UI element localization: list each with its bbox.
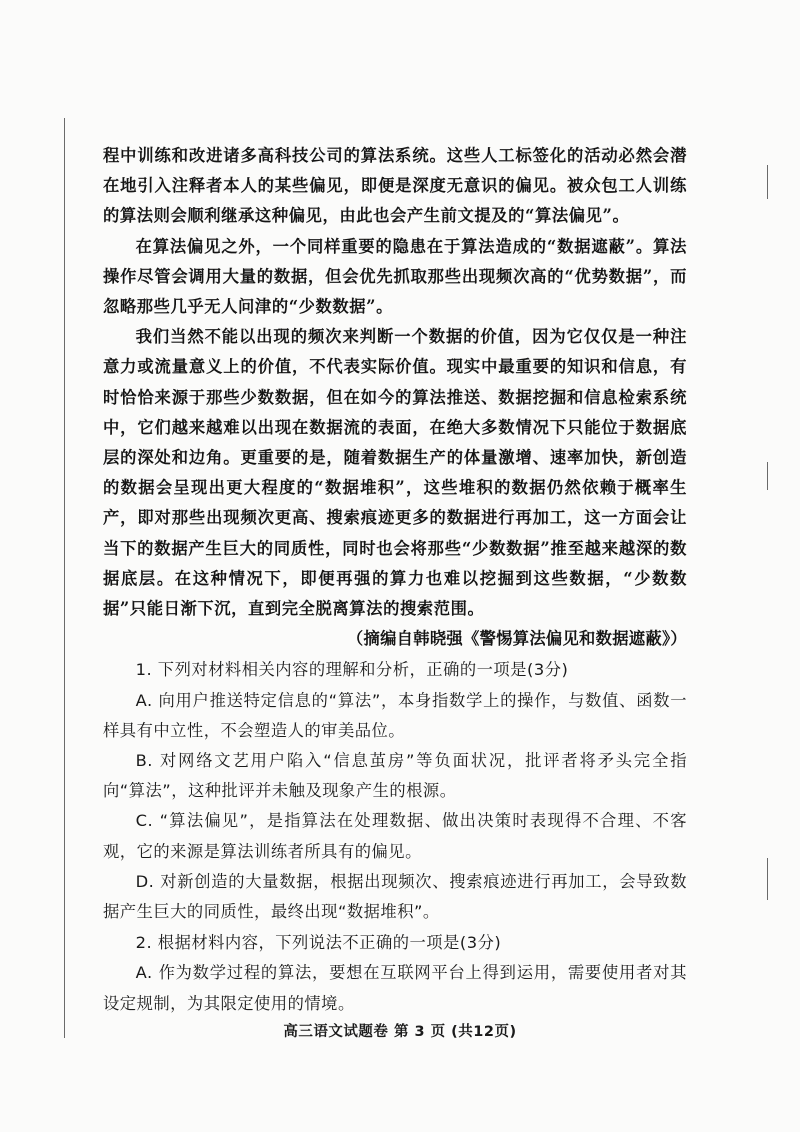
- page-footer: 高三语文试题卷 第 3 页 (共12页): [283, 1024, 517, 1040]
- passage-paragraph-1: 程中训练和改进诸多高科技公司的算法系统。这些人工标签化的活动必然会潜在地引入注释者本人的某些偏见，即便是深度无意识的偏见。被众包工人训练的算法则会顺利继承这种偏见，由此也会产生前文提及的“算法偏见”。: [103, 146, 687, 226]
- page-content: [103, 141, 687, 1019]
- question-1-option-c: C. “算法偏见”，是指算法在处理数据、做出决策时表现得不合理、不客观，它的来源是算法训练者所具有的偏见。: [103, 811, 687, 861]
- question-1-stem: 1. 下列对材料相关内容的理解和分析，正确的一项是(3分): [135, 660, 569, 680]
- scan-edge-mark-right: [767, 858, 768, 900]
- question-2-stem: 2. 根据材料内容，下列说法不正确的一项是(3分): [135, 933, 502, 953]
- question-1-option-d: D. 对新创造的大量数据，根据出现频次、搜索痕迹进行再加工，会导致数据产生巨大的同质性，最终出现“数据堆积”。: [103, 871, 687, 922]
- question-1-option-b: B. 对网络文艺用户陷入“信息茧房”等负面状况，批评者将矛头完全指向“算法”，这种批评并未触及现象产生的根源。: [103, 751, 687, 801]
- question-2-option-a: A. 作为数学过程的算法，要想在互联网平台上得到运用，需要使用者对其设定规制，为其限定使用的情境。: [103, 963, 687, 1013]
- question-1-option-a: A. 向用户推送特定信息的“算法”，本身指数学上的操作，与数值、函数一样具有中立性，不会塑造人的审美品位。: [103, 690, 687, 740]
- passage-paragraph-3: 我们当然不能以出现的频次来判断一个数据的价值，因为它仅仅是一种注意力或流量意义上的价值，不代表实际价值。现实中最重要的知识和信息，有时恰恰来源于那些少数数据，但在如今的算法推送、数据挖掘和信息检索系统中，它们越来越难以出现在数据流的表面，在绝大多数情况下只能位于数据底层的深处和边角。更重要的是，随着数据生产的体量激增、速率加快，新创造的数据会呈现出更大程度的“数据堆积”，这些堆积的数据仍然依赖于概率生产，即对那些出现频次更高、搜索痕迹更多的数据进行再加工，这一方面会让当下的数据产生巨大的同质性，同时也会将那些“少数数据”推至越来越深的数据底层。在这种情况下，即便再强的算力也难以挖掘到这些数据，“少数数据”只能日渐下沉，直到完全脱离算法的搜索范围。: [103, 327, 687, 619]
- scan-edge-mark-right: [767, 462, 768, 490]
- scan-edge-line-left: [64, 118, 65, 1038]
- passage-source: （摘编自韩晓强《警惕算法偏见和数据遮蔽》）: [346, 629, 687, 649]
- scan-edge-mark-right: [767, 165, 768, 199]
- passage-paragraph-2: 在算法偏见之外，一个同样重要的隐患在于算法造成的“数据遮蔽”。算法操作尽管会调用大量的数据，但会优先抓取那些出现频次高的“优势数据”，而忽略那些几乎无人问津的“少数数据”。: [103, 236, 687, 317]
